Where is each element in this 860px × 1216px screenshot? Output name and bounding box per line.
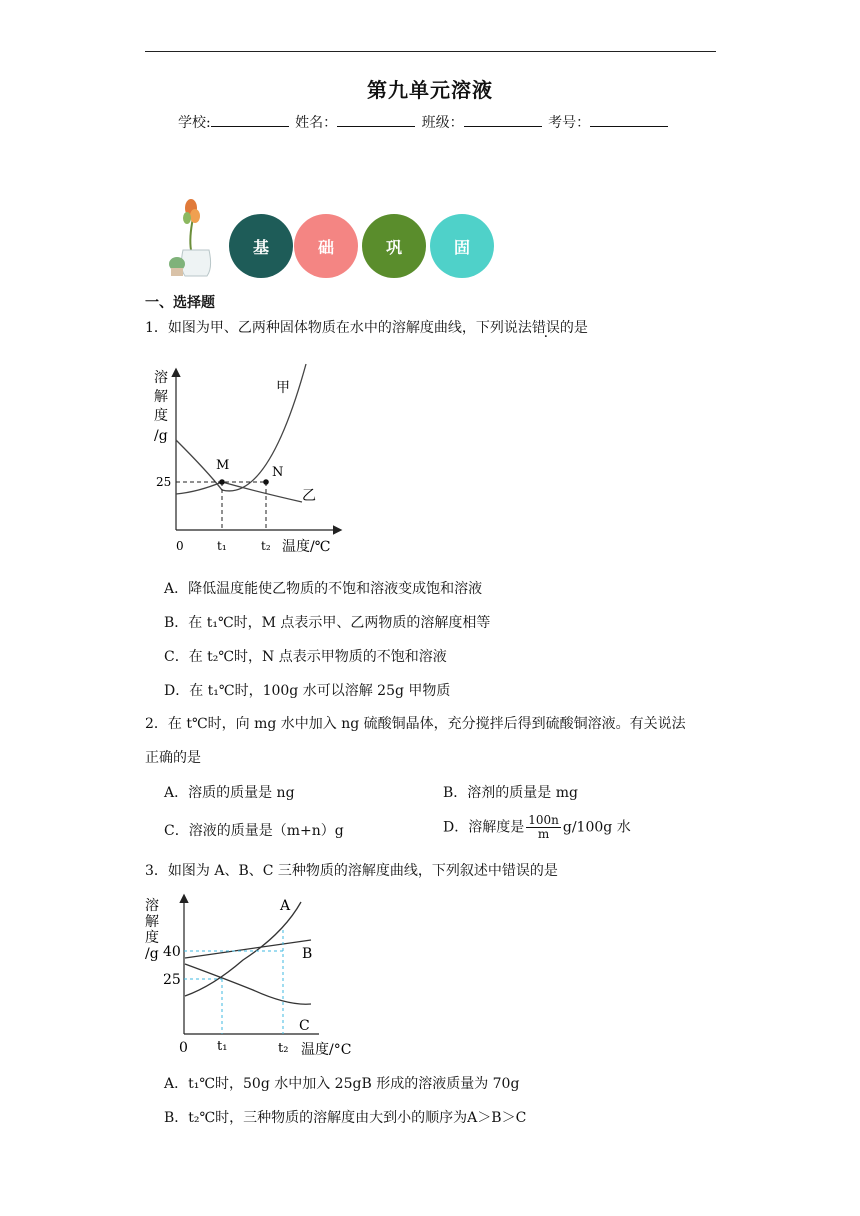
q1-ylabel-2: 解 (154, 389, 168, 405)
q1-x-tick-t2: t₂ (261, 539, 271, 553)
section-banner (163, 198, 503, 278)
student-info-row (178, 112, 670, 132)
q2-fraction: $\frac{100n}{m}$ (528, 813, 559, 842)
q2-stem-line2: 正确的是 (145, 750, 201, 766)
q3-y-tick-25: 25 (163, 972, 181, 988)
q1-point-n (263, 479, 269, 485)
q1-xlabel: 温度/℃ (282, 539, 331, 555)
page-title: 第九单元溶液 (367, 78, 493, 102)
q1-label-m: M (216, 458, 230, 473)
q3-option-b[interactable]: B．t₂℃时，三种物质的溶解度由大到小的顺序为A＞B＞C (164, 1110, 527, 1126)
q3-curve-a (185, 902, 301, 996)
q3-curve-b (185, 940, 311, 958)
banner-circle-2: 础 (294, 214, 358, 278)
q2-option-b[interactable]: B．溶剂的质量是 mg (443, 785, 578, 801)
q1-solubility-chart (148, 362, 348, 562)
q1-option-b[interactable]: B．在 t₁℃时，M 点表示甲、乙两物质的溶解度相等 (164, 615, 491, 631)
q2-stem-line1: 2．在 t℃时，向 mg 水中加入 ng 硫酸铜晶体，充分搅拌后得到硫酸铜溶液。有关说法 (145, 716, 686, 732)
q1-y-tick-25: 25 (156, 475, 172, 489)
exam-number-blank[interactable] (590, 112, 668, 127)
q2-option-d[interactable]: D．溶解度是 $\frac{100n}{m}$ g/100g 水 (443, 813, 631, 842)
q3-x-tick-t2: t₂ (278, 1041, 289, 1056)
q1-stem: 1．如图为甲、乙两种固体物质在水中的溶解度曲线，下列说法错误的是 (145, 320, 588, 336)
q1-ylabel-3: 度 (154, 408, 168, 424)
q1-stem-emphasis: 错误 (531, 320, 560, 336)
q3-solubility-chart (143, 890, 363, 1060)
q1-x-tick-0: 0 (176, 539, 184, 553)
q1-option-c[interactable]: C．在 t₂℃时，N 点表示甲物质的不饱和溶液 (164, 649, 447, 665)
q3-series-c-label: C (299, 1018, 310, 1034)
banner-circle-4: 固 (430, 214, 494, 278)
q2-option-a[interactable]: A．溶质的质量是 ng (164, 785, 295, 801)
q3-ylabel-4: /g (145, 946, 159, 962)
q1-ylabel-4: /g (154, 428, 168, 444)
q3-ylabel-2: 解 (145, 914, 159, 930)
header-rule (145, 51, 716, 52)
q3-x-tick-t1: t₁ (217, 1039, 228, 1054)
q3-series-b-label: B (302, 946, 313, 962)
q3-stem: 3．如图为 A、B、C 三种物质的溶解度曲线，下列叙述中错误的是 (145, 863, 558, 879)
class-blank[interactable] (464, 112, 542, 127)
q1-ylabel-1: 溶 (154, 370, 168, 386)
q1-x-tick-t1: t₁ (217, 539, 227, 553)
q1-series-jia-label: 甲 (276, 380, 290, 396)
plant-vase-icon (165, 198, 217, 278)
banner-circle-3: 巩 (362, 214, 426, 278)
q3-ylabel-3: 度 (145, 930, 159, 946)
school-label: 学校: (178, 115, 211, 131)
class-label: 班级： (421, 115, 464, 131)
banner-circle-1: 基 (229, 214, 293, 278)
name-blank[interactable] (337, 112, 415, 127)
q1-point-m (219, 479, 225, 485)
school-blank[interactable] (211, 112, 289, 127)
q3-x-tick-0: 0 (179, 1040, 188, 1056)
q3-ylabel-1: 溶 (145, 898, 159, 914)
section-heading: 一、选择题 (145, 295, 215, 311)
q2-option-c[interactable]: C．溶液的质量是（m+n）g (164, 823, 344, 839)
q1-option-d[interactable]: D．在 t₁℃时，100g 水可以溶解 25g 甲物质 (164, 683, 451, 699)
q3-series-a-label: A (280, 898, 291, 914)
q3-curve-c (185, 964, 311, 1004)
q1-curve-yi (176, 482, 302, 502)
exam-number-label: 考号： (548, 115, 591, 131)
q3-y-tick-40: 40 (163, 944, 181, 960)
q1-series-yi-label: 乙 (302, 488, 316, 504)
name-label: 姓名： (295, 115, 338, 131)
q1-label-n: N (272, 465, 284, 480)
q3-xlabel: 温度/°C (301, 1042, 352, 1058)
q3-option-a[interactable]: A．t₁℃时，50g 水中加入 25gB 形成的溶液质量为 70g (164, 1076, 520, 1092)
q1-option-a[interactable]: A．降低温度能使乙物质的不饱和溶液变成饱和溶液 (164, 581, 483, 597)
